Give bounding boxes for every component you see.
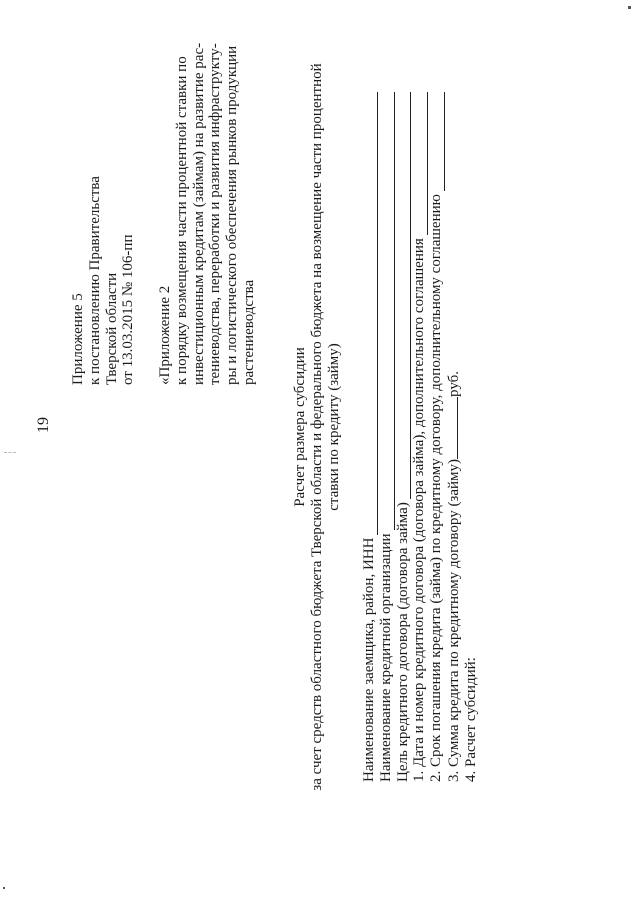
appendix-line: к постановлению Правительства (86, 176, 103, 385)
field-borrower (361, 92, 378, 782)
currency-unit: руб. (445, 370, 462, 397)
field-label: Наименование кредитной организации (377, 533, 394, 782)
quoted-appendix-line: растениеводства (240, 279, 257, 385)
quoted-appendix-line: инвестиционным кредитам (займам) на развитие рас- (190, 42, 207, 385)
field-loan-sum (445, 92, 463, 782)
field-label: 3. Сумма кредита по кредитному договору (займу) (445, 458, 462, 782)
fill-line (432, 92, 445, 191)
scan-speck (3, 887, 5, 889)
scan-speck (628, 6, 631, 9)
appendix-header (70, 176, 137, 385)
field-credit-organization (378, 92, 395, 782)
page-number: 19 (35, 417, 52, 433)
quoted-appendix-line: ры и логистического обеспечения рынков продукции (224, 45, 241, 385)
field-subsidy-calculation: 4. Расчет субсидий: (462, 657, 479, 782)
title-line: ставки по кредиту (займу) (325, 343, 342, 511)
fill-line (445, 397, 458, 459)
appendix-line: Приложение 5 (70, 293, 86, 385)
form-fields (361, 92, 480, 782)
appendix-line: Тверской области (103, 272, 120, 385)
quoted-appendix-block (157, 43, 258, 385)
fill-line (398, 92, 411, 499)
field-label: Наименование заемщика, район, ИНН (361, 537, 377, 782)
quoted-appendix-line: тениеводства, переработки и развития инфраструкту- (207, 43, 224, 385)
fill-line (382, 92, 395, 531)
quoted-appendix-line: «Приложение 2 (157, 285, 173, 385)
document-title (292, 42, 342, 812)
field-label: 2. Срок погашения кредита (займа) по кредитному договору, дополнительному соглашению (428, 194, 445, 782)
appendix-line: от 13.03.2015 № 106-пп (120, 234, 137, 385)
field-loan-purpose (395, 92, 412, 782)
title-line: за счет средств областного бюджета Тверской области и федерального бюджета на возмещение части процентной (308, 63, 325, 791)
quoted-appendix-line: к порядку возмещения части процентной ставки по (173, 56, 190, 385)
field-label: 1. Дата и номер кредитного договора (договора займа), дополнительного соглашения (411, 238, 428, 782)
fill-line (415, 92, 428, 235)
field-label: Цель кредитного договора (договора займа) (394, 502, 411, 782)
field-contract-date-number (411, 92, 428, 782)
fill-line (365, 92, 378, 535)
title-line: Расчет размера субсидии (292, 347, 308, 507)
scan-edge-mark (4, 452, 16, 453)
field-repayment-term (428, 92, 445, 782)
